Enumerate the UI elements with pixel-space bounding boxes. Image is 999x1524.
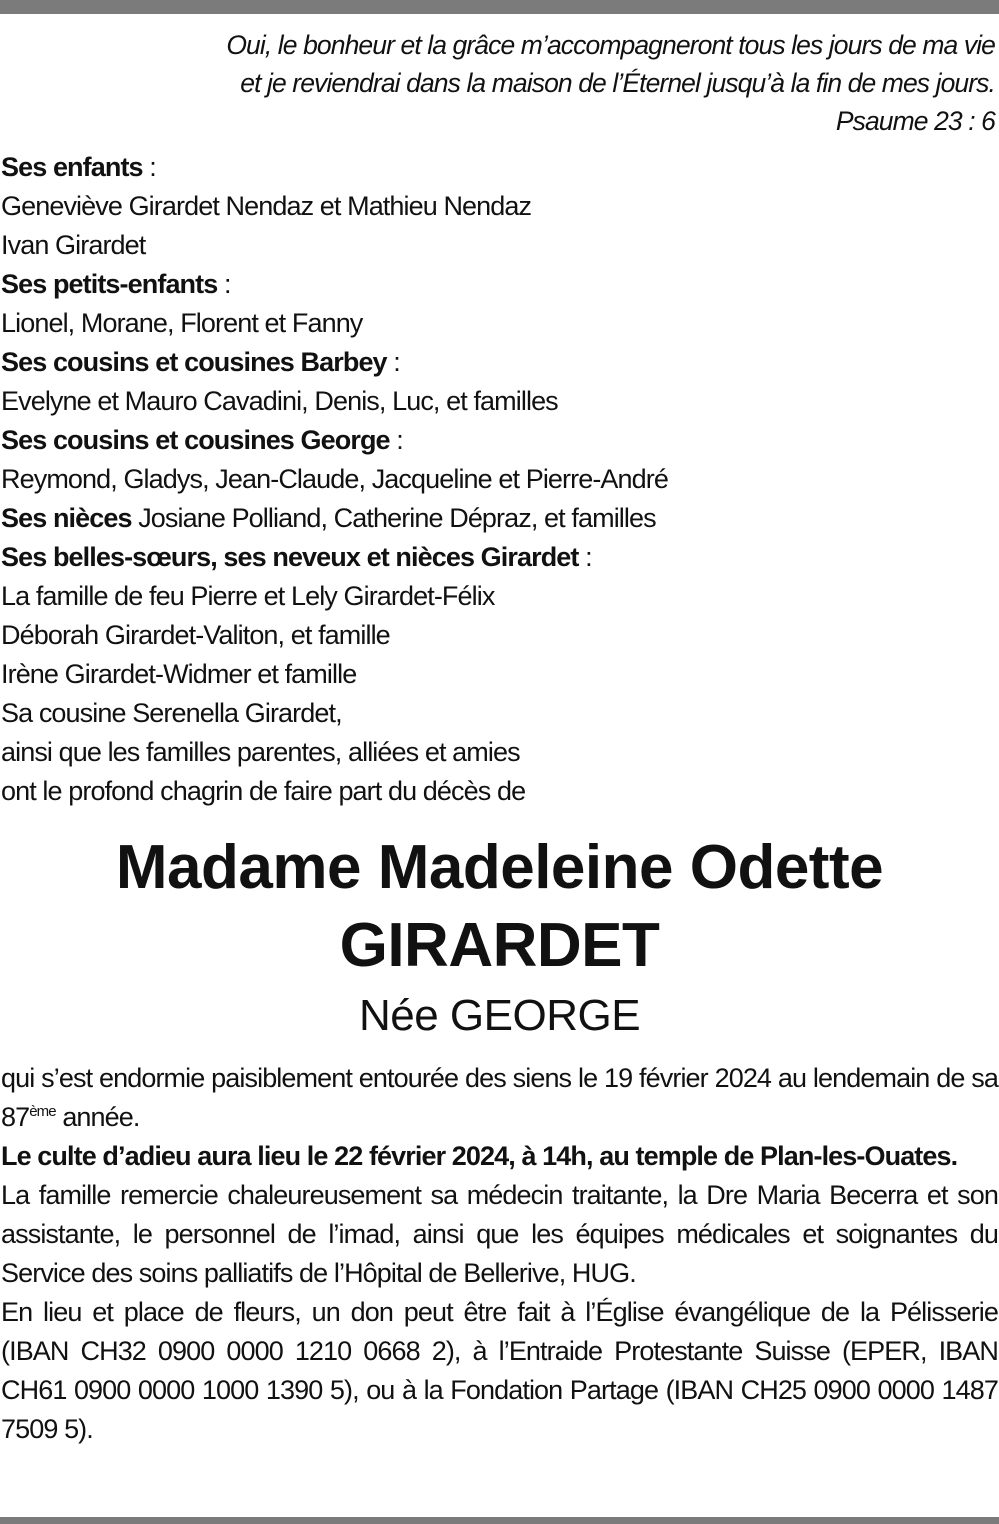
- psalm-quote: [1, 26, 998, 140]
- colon: :: [142, 152, 156, 182]
- quote-reference: Psaume 23 : 6: [835, 106, 995, 136]
- children-line-1: Geneviève Girardet Nendaz et Mathieu Nendaz: [1, 191, 532, 221]
- obituary-notice: [1, 26, 998, 1449]
- colon: :: [386, 347, 400, 377]
- announce-line: ont le profond chagrin de faire part du décès de: [1, 776, 526, 806]
- family-list: [1, 148, 998, 811]
- colon: :: [578, 542, 592, 572]
- top-rule: [0, 0, 999, 14]
- nieces-text: Josiane Polliand, Catherine Dépraz, et familles: [131, 503, 656, 533]
- thanks-paragraph: La famille remercie chaleureusement sa médecin traitante, la Dre Maria Becerra et son assistante, le personnel de l’imad, ainsi que les équipes médicales et soignantes du Service des soins palliatifs de l’Hôpital de Bellerive, HUG.: [1, 1180, 998, 1288]
- grandchildren-line: Lionel, Morane, Florent et Fanny: [1, 308, 363, 338]
- inlaws-heading-line: [1, 538, 998, 577]
- deceased-name-line-2: GIRARDET: [339, 911, 660, 980]
- death-text-end: année.: [55, 1102, 140, 1132]
- cousins-barbey-heading-line: [1, 343, 998, 382]
- nieces-heading: Ses nièces: [1, 503, 132, 533]
- cousins-george-line: Reymond, Gladys, Jean-Claude, Jacqueline et Pierre-André: [1, 464, 668, 494]
- cousins-george-heading: Ses cousins et cousines George: [1, 425, 390, 455]
- inlaws-heading: Ses belles-sœurs, ses neveux et nièces Girardet: [1, 542, 579, 572]
- children-heading-line: [1, 148, 998, 187]
- deceased-name-line-1: Madame Madeleine Odette: [115, 833, 884, 902]
- service-paragraph: Le culte d’adieu aura lieu le 22 février 2024, à 14h, au temple de Plan-les-Ouates.: [1, 1141, 958, 1171]
- colon: :: [217, 269, 231, 299]
- children-line-2: Ivan Girardet: [1, 230, 146, 260]
- quote-line-1: Oui, le bonheur et la grâce m’accompagneront tous les jours de ma vie: [226, 30, 995, 60]
- cousins-barbey-heading: Ses cousins et cousines Barbey: [1, 347, 387, 377]
- grandchildren-heading-line: [1, 265, 998, 304]
- grandchildren-heading: Ses petits-enfants: [1, 269, 218, 299]
- children-heading: Ses enfants: [1, 152, 143, 182]
- bottom-rule: [0, 1517, 999, 1524]
- inlaws-line-1: La famille de feu Pierre et Lely Girardet-Félix: [1, 581, 495, 611]
- maiden-name: Née GEORGE: [358, 991, 641, 1040]
- cousins-george-heading-line: [1, 421, 998, 460]
- death-paragraph: [1, 1059, 998, 1137]
- cousin-line: Sa cousine Serenella Girardet,: [1, 698, 342, 728]
- quote-line-2: et je reviendrai dans la maison de l’Éternel jusqu’à la fin de mes jours.: [240, 68, 995, 98]
- donation-paragraph: En lieu et place de fleurs, un don peut être fait à l’Église évangélique de la Pélisserie (IBAN CH32 0900 0000 1210 0668 2), à l’Entraide Protestante Suisse (EPER, IBAN CH61 0900 0000 1000 1390 5), ou à la Fondation Partage (IBAN CH25 0900 0000 1487 7509 5).: [1, 1297, 998, 1444]
- inlaws-line-2: Déborah Girardet-Valiton, et famille: [1, 620, 390, 650]
- death-text: qui s’est endormie paisiblement entourée des siens le 19 février 2024 au lendemain de sa 87: [1, 1063, 998, 1132]
- colon: :: [389, 425, 403, 455]
- nieces-line: [1, 499, 998, 538]
- others-line: ainsi que les familles parentes, alliées et amies: [1, 737, 520, 767]
- ordinal-suffix: ème: [29, 1103, 56, 1120]
- cousins-barbey-line: Evelyne et Mauro Cavadini, Denis, Luc, et familles: [1, 386, 558, 416]
- inlaws-line-3: Irène Girardet-Widmer et famille: [1, 659, 357, 689]
